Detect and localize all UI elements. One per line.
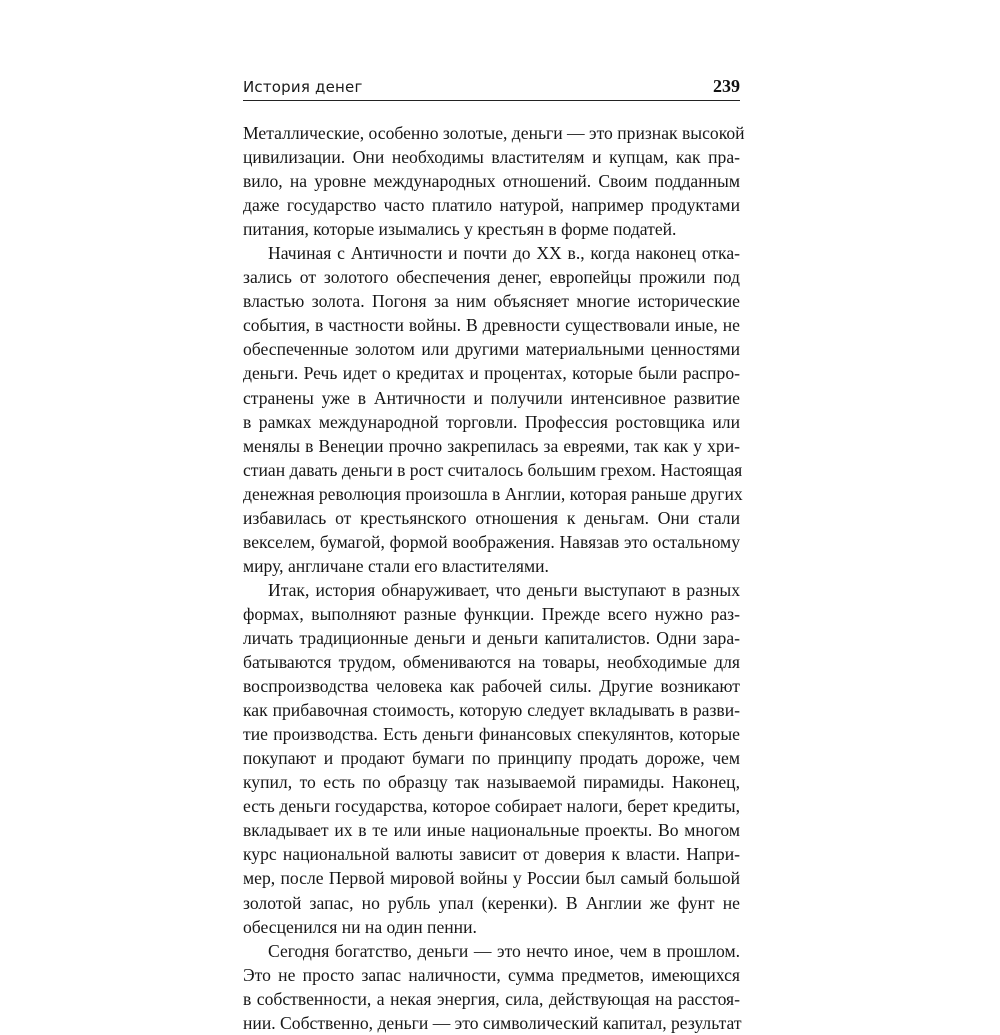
text-line: вило, на уровне международных отношений. Своим подданным [243, 171, 740, 192]
text-line: есть деньги государства, которое собирает налоги, берет кредиты, [243, 796, 740, 817]
text-line: миру, англичане стали его властителями. [243, 555, 549, 576]
text-line: Сегодня богатство, деньги — это нечто иное, чем в прошлом. [268, 940, 740, 961]
text-line: избавилась от крестьянского отношения к деньгам. Они стали [243, 507, 740, 528]
text-line: вкладывает их в те или иные национальные проекты. Во многом [243, 820, 740, 841]
text-line: деньги. Речь идет о кредитах и процентах, которые были распро- [243, 363, 740, 384]
page-number: 239 [713, 76, 740, 96]
text-line: воспроизводства человека как рабочей силы. Другие возникают [243, 676, 740, 697]
text-line: нии. Собственно, деньги — это символический капитал, результат [243, 1012, 742, 1033]
paragraph [243, 578, 740, 939]
text-line: золотой запас, но рубль упал (керенки). В Англии же фунт не [243, 892, 740, 913]
text-line: события, в частности войны. В древности существовали иные, не [243, 315, 740, 336]
text-line: менялы в Венеции прочно закрепилась за евреями, так как у хри- [243, 435, 740, 456]
text-line: обеспеченные золотом или другими материальными ценностями [243, 339, 740, 360]
text-line: странены уже в Античности и получили интенсивное развитие [243, 387, 740, 408]
text-line: как прибавочная стоимость, которую следует вкладывать в разви- [243, 700, 740, 721]
text-line: денежная революция произошла в Англии, которая раньше других [243, 483, 743, 504]
text-line: формах, выполняют разные функции. Прежде всего нужно раз- [243, 603, 740, 624]
text-line: покупают и продают бумаги по принципу продать дороже, чем [243, 748, 740, 769]
text-line: Начиная с Античности и почти до XX в., когда наконец отка- [268, 243, 740, 264]
running-title: История денег [243, 78, 363, 96]
text-line: Металлические, особенно золотые, деньги — это признак высокой [243, 123, 745, 143]
text-line: в рамках международной торговли. Профессия ростовщика или [243, 411, 740, 432]
text-line: стиан давать деньги в рост считалось большим грехом. Настоящая [243, 459, 743, 480]
text-line: обесценился ни на один пенни. [243, 916, 477, 937]
page-header [243, 78, 740, 101]
body-text [243, 121, 745, 1035]
text-line: купил, то есть по образцу так называемой пирамиды. Наконец, [243, 772, 740, 793]
paragraph [243, 939, 740, 1035]
text-line: тие производства. Есть деньги финансовых спекулянтов, которые [243, 724, 740, 745]
text-line: векселем, бумагой, формой воображения. Навязав это остальному [243, 531, 740, 552]
text-line: личать традиционные деньги и деньги капиталистов. Одни зара- [243, 627, 740, 648]
text-line: в собственности, а некая энергия, сила, действующая на расстоя- [243, 988, 740, 1009]
text-line: Это не просто запас наличности, сумма предметов, имеющихся [243, 964, 740, 985]
text-line: курс национальной валюты зависит от доверия к власти. Напри- [243, 844, 740, 865]
paragraph [243, 241, 743, 578]
paragraph [243, 121, 745, 241]
text-line: зались от золотого обеспечения денег, европейцы прожили под [243, 267, 740, 288]
text-line: даже государство часто платило натурой, например продуктами [243, 195, 740, 216]
text-line: мер, после Первой мировой войны у России был самый большой [243, 868, 740, 889]
text-line: питания, которые изымались у крестьян в форме податей. [243, 219, 677, 240]
text-line: Итак, история обнаруживает, что деньги выступают в разных [268, 579, 740, 600]
text-line: батываются трудом, обмениваются на товары, необходимые для [243, 652, 740, 673]
text-line: властью золота. Погоня за ним объясняет многие исторические [243, 291, 740, 312]
text-line: цивилизации. Они необходимы властителям и купцам, как пра- [243, 147, 740, 168]
